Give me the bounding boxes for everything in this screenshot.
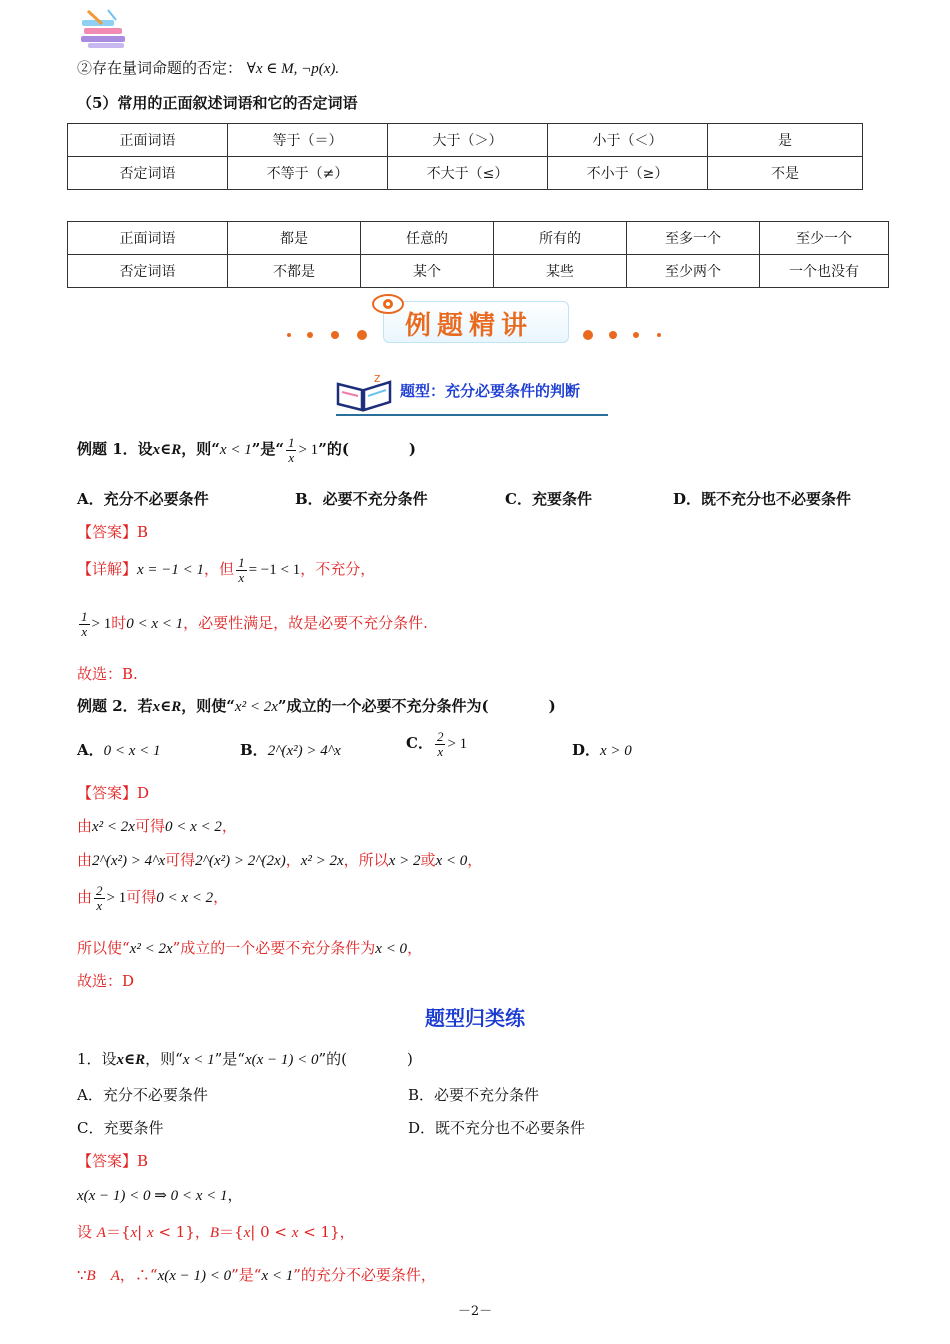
text: | 0 < xyxy=(250,1223,292,1241)
table-cell: 是 xyxy=(708,124,863,157)
math: x xyxy=(291,1225,299,1241)
table-cell: 至少一个 xyxy=(760,222,889,255)
example-2-answer: 【答案】D xyxy=(77,784,150,802)
eye-icon xyxy=(371,293,405,315)
example-2-line-3 xyxy=(77,884,228,912)
example-1-detail-line-1 xyxy=(77,556,375,584)
q1-prefix: 1．设 xyxy=(77,1050,117,1068)
frac-numerator: 1 xyxy=(238,555,245,570)
text: ∵ xyxy=(77,1266,87,1284)
table-row xyxy=(68,124,863,157)
example-1-mid1: ，则“ xyxy=(181,440,220,459)
practice-option-a: A．充分不必要条件 xyxy=(77,1086,208,1104)
text: ，所以 xyxy=(343,851,389,869)
table-row xyxy=(68,157,863,190)
example-2-line-1 xyxy=(77,815,237,836)
frac-denominator: x xyxy=(81,623,88,639)
text: ＝{ xyxy=(105,1223,131,1241)
q1-mid2: ”是“ xyxy=(214,1050,245,1068)
text: ”的充分不必要条件， xyxy=(293,1266,436,1284)
text: ， xyxy=(227,1186,243,1204)
math: x < 0 xyxy=(375,941,408,957)
option-letter: D． xyxy=(572,741,601,759)
example-2-line-2 xyxy=(77,849,482,870)
frac-denominator: x xyxy=(437,743,444,759)
negation-existential-line xyxy=(77,57,339,78)
example-1-mid2: ”是“ xyxy=(251,440,284,459)
table-cell: 等于（＝） xyxy=(228,124,388,157)
example-1-option-b: B．必要不充分条件 xyxy=(295,490,428,508)
example-2-end: ”成立的一个必要不充分条件为( ) xyxy=(277,697,556,715)
example-2-choose: 故选：D xyxy=(77,972,135,990)
books-logo-icon xyxy=(78,8,130,50)
math: x(x − 1) < 0 xyxy=(157,1268,232,1284)
banner-dot xyxy=(331,331,339,339)
detail-text: 时 xyxy=(111,614,127,633)
text: 可得 xyxy=(134,817,165,835)
table-cell: 至多一个 xyxy=(627,222,760,255)
table-cell: 否定词语 xyxy=(68,255,228,288)
text: 或 xyxy=(420,851,436,869)
table-cell: 不是 xyxy=(708,157,863,190)
detail-math: > 1 xyxy=(91,616,112,633)
option-letter: A． xyxy=(77,741,104,759)
q1-end: ”的( ) xyxy=(318,1050,413,1068)
practice-option-d: D．既不充分也不必要条件 xyxy=(408,1119,586,1137)
text: ， xyxy=(407,939,423,957)
text: ”成立的一个必要不充分条件为 xyxy=(172,939,376,957)
text: 可得 xyxy=(165,851,196,869)
table-cell: 所有的 xyxy=(494,222,627,255)
math: x xyxy=(147,1225,154,1241)
text: < 1}， xyxy=(153,1223,210,1241)
table-cell: 不小于（≥） xyxy=(548,157,708,190)
example-2-option-b xyxy=(240,739,341,760)
banner-dot xyxy=(307,332,313,338)
example-2-option-a xyxy=(77,739,161,760)
q1-a: x < 1 xyxy=(182,1052,215,1068)
table-cell: 正面词语 xyxy=(68,124,228,157)
text: ＝{ xyxy=(219,1223,244,1241)
table-cell: 否定词语 xyxy=(68,157,228,190)
banner-dot xyxy=(633,332,639,338)
option-letter: C． xyxy=(406,734,433,753)
svg-text:z: z xyxy=(374,371,381,385)
table-cell: 某个 xyxy=(361,255,494,288)
math: x(x − 1) < 0 ⇒ 0 < x < 1 xyxy=(77,1188,228,1204)
practice-answer: 【答案】B xyxy=(77,1152,149,1170)
example-1-stem xyxy=(77,436,416,464)
q1-mid1: ，则“ xyxy=(145,1050,183,1068)
example-2-prefix: 例题 2．若 xyxy=(77,697,153,715)
detail-frac xyxy=(79,610,90,638)
text: 由 xyxy=(77,888,93,907)
example-1-prefix: 例题 1．设 xyxy=(77,440,153,459)
section-5-title: （5）常用的正面叙述词语和它的否定词语 xyxy=(77,94,358,112)
words-table-2 xyxy=(67,221,889,288)
practice-title: 题型归类练 xyxy=(425,1006,525,1030)
text: 所以使“ xyxy=(77,939,130,957)
math: x < 0 xyxy=(435,853,468,869)
table-cell: 某些 xyxy=(494,255,627,288)
practice-solution-1 xyxy=(77,1184,243,1205)
example-1-end: ”的( ) xyxy=(318,440,417,459)
table-cell: 任意的 xyxy=(361,222,494,255)
text: < 1}， xyxy=(298,1223,355,1241)
example-1-a: x < 1 xyxy=(219,442,252,459)
math: 2^(x²) > 2^(2x) xyxy=(195,853,286,869)
math: x > 2 xyxy=(388,853,421,869)
text xyxy=(96,1266,111,1284)
negation-formula: ∀x ∈ M, ¬p(x). xyxy=(246,61,340,77)
example-1-frac xyxy=(286,436,297,464)
text: 设 xyxy=(77,1223,97,1241)
example-2-option-d xyxy=(572,739,632,760)
table-cell: 不大于（≤） xyxy=(388,157,548,190)
detail-text: ，必要性满足，故是必要不充分条件. xyxy=(183,614,428,633)
table-row xyxy=(68,255,889,288)
topic-underline xyxy=(336,414,608,416)
frac-denominator: x xyxy=(288,449,295,465)
math: A xyxy=(110,1268,120,1284)
detail-frac xyxy=(236,556,247,584)
text: 可得 xyxy=(126,888,157,907)
table-cell: 小于（＜） xyxy=(548,124,708,157)
example-1-answer: 【答案】B xyxy=(77,523,149,541)
math: 0 < x < 2 xyxy=(164,819,222,835)
table-cell: 都是 xyxy=(228,222,361,255)
text: ， xyxy=(221,817,237,835)
option-letter: B． xyxy=(240,741,268,759)
math: B xyxy=(209,1225,220,1241)
math: > 1 xyxy=(106,890,127,907)
practice-solution-3 xyxy=(77,1264,436,1285)
math: x xyxy=(243,1225,251,1241)
table-cell: 大于（＞） xyxy=(388,124,548,157)
example-1-option-d: D．既不充分也不必要条件 xyxy=(673,490,852,508)
table-cell: 正面词语 xyxy=(68,222,228,255)
math: x xyxy=(130,1225,138,1241)
frac-numerator: 2 xyxy=(96,883,103,898)
text: 由 xyxy=(77,851,93,869)
math: 2^(x²) > 4^x xyxy=(92,853,166,869)
example-1-option-c: C．充要条件 xyxy=(505,490,592,508)
detail-label: 【详解】 xyxy=(77,560,138,579)
example-1-cond: x∈R xyxy=(152,442,182,459)
negation-label: ②存在量词命题的否定： xyxy=(77,59,243,77)
frac-denominator: x xyxy=(96,897,103,913)
math: A xyxy=(96,1225,106,1241)
example-1-choose: 故选：B. xyxy=(77,665,138,683)
example-2-option-c xyxy=(406,730,467,758)
frac xyxy=(94,884,105,912)
page-number: －2－ xyxy=(457,1304,493,1319)
banner-dot xyxy=(657,333,661,337)
math: x² > 2x xyxy=(300,853,344,869)
math: x² < 2x xyxy=(92,819,135,835)
math: x < 1 xyxy=(261,1268,294,1284)
example-2-stem xyxy=(77,695,556,716)
text: ”是“ xyxy=(231,1266,262,1284)
detail-math: = −1 < 1 xyxy=(248,562,301,579)
banner-dot xyxy=(583,330,593,340)
example-1-detail-line-2 xyxy=(77,610,428,638)
text: 由 xyxy=(77,817,93,835)
banner-title: 例题精讲 xyxy=(405,311,534,341)
detail-math: 0 < x < 1 xyxy=(126,616,184,633)
open-book-icon xyxy=(334,368,394,412)
frac-numerator: 1 xyxy=(81,609,88,624)
text: ，∴“ xyxy=(119,1266,158,1284)
q1-b: x(x − 1) < 0 xyxy=(244,1052,319,1068)
table-row xyxy=(68,222,889,255)
frac-numerator: 1 xyxy=(287,435,295,450)
example-banner xyxy=(287,295,667,350)
text: ， xyxy=(285,851,301,869)
option-frac xyxy=(435,730,446,758)
text: ， xyxy=(467,851,483,869)
detail-text: ，但 xyxy=(204,560,235,579)
example-1-b-tail: > 1 xyxy=(298,442,319,459)
example-2-line-4 xyxy=(77,937,422,958)
frac-numerator: 2 xyxy=(436,729,444,744)
text: ， xyxy=(213,888,229,907)
option-math: > 1 xyxy=(447,736,468,753)
table-cell: 一个也没有 xyxy=(760,255,889,288)
detail-math: x = −1 < 1 xyxy=(137,562,205,579)
table-cell: 不等于（≠） xyxy=(228,157,388,190)
banner-dot xyxy=(357,330,367,340)
practice-option-c: C．充要条件 xyxy=(77,1119,164,1137)
math: x² < 2x xyxy=(129,941,173,957)
banner-dot xyxy=(287,333,291,337)
example-2-ineq: x² < 2x xyxy=(234,699,278,715)
topic-title: 题型：充分必要条件的判断 xyxy=(400,382,581,400)
table-cell: 不都是 xyxy=(228,255,361,288)
option-math: 2^(x²) > 4^x xyxy=(267,743,341,759)
option-math: x > 0 xyxy=(600,743,632,759)
example-2-cond: x∈R xyxy=(152,699,182,715)
example-2-mid: ，则使“ xyxy=(181,697,235,715)
frac-denominator: x xyxy=(238,569,245,585)
banner-dot xyxy=(609,331,617,339)
table-cell: 至少两个 xyxy=(627,255,760,288)
words-table-1 xyxy=(67,123,863,190)
text: | xyxy=(137,1223,147,1241)
practice-solution-2 xyxy=(77,1221,355,1242)
practice-q1-stem xyxy=(77,1048,413,1069)
detail-text: ，不充分， xyxy=(300,560,376,579)
practice-option-b: B．必要不充分条件 xyxy=(408,1086,540,1104)
math: B xyxy=(86,1268,96,1284)
q1-cond: x∈R xyxy=(116,1052,146,1068)
example-1-option-a: A．充分不必要条件 xyxy=(77,490,209,508)
option-math: 0 < x < 1 xyxy=(103,743,161,759)
math: 0 < x < 2 xyxy=(156,890,214,907)
